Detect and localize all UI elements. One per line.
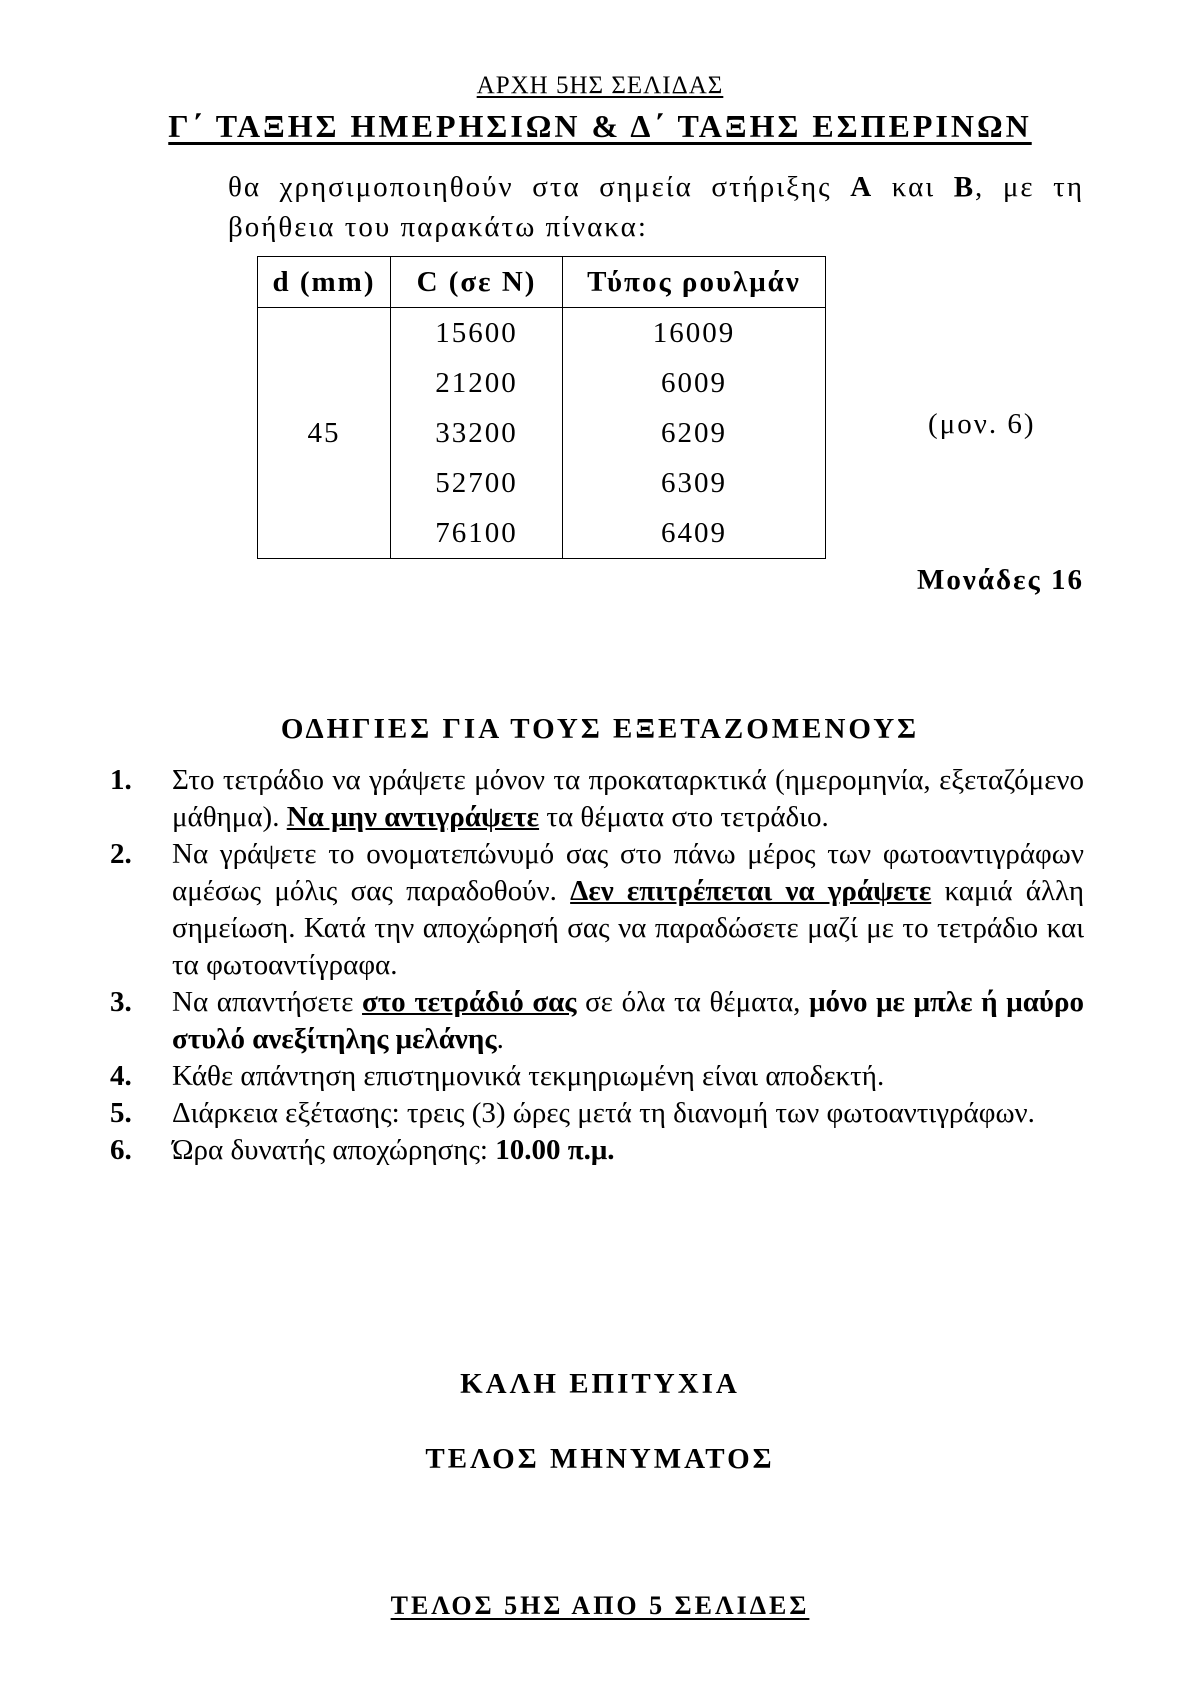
intro-paragraph [228,167,1084,247]
page-start-header: ΑΡΧΗ 5ΗΣ ΣΕΛΙΔΑΣ [476,72,724,99]
list-item [110,984,1084,1058]
instructions-list [110,762,1084,1169]
header-c: C (σε Ν) [391,257,563,308]
class-header: Γ΄ ΤΑΞΗΣ ΗΜΕΡΗΣΙΩΝ & Δ΄ ΤΑΞΗΣ ΕΣΠΕΡΙΝΩΝ [168,108,1032,144]
intro-text-3: , με τη βοήθεια του παρακάτω πίνακα: [228,171,1084,243]
cell-c: 76100 [391,508,563,559]
support-point-b: Β [953,171,976,203]
total-units: Μονάδες 16 [917,564,1084,596]
item-text: Να γράψετε το ονοματεπώνυμό σας στο πάνω μέρος των φωτοαντιγράφων αμέσως μόλις σας παραδοθούν. [172,838,1084,907]
item-number: 5. [110,1097,132,1129]
list-item [110,1058,1084,1095]
item-bold: μόνο με μπλε ή μαύρο στυλό ανεξίτηλης μελάνης [172,986,1084,1055]
intro-text-2: και [873,171,954,203]
item-number: 3. [110,986,132,1018]
cell-c: 21200 [391,358,563,408]
item-number: 1. [110,764,132,796]
cell-type: 6309 [563,458,826,508]
cell-c: 52700 [391,458,563,508]
cell-type: 16009 [563,308,826,359]
item-text: Να απαντήσετε [172,986,363,1018]
item-text: καμιά άλλη σημείωση. Κατά την αποχώρησή σας να παραδώσετε μαζί με το τετράδιο και τα φωτοαντίγραφα. [172,875,1084,981]
end-message: ΤΕΛΟΣ ΜΗΝΥΜΑΤΟΣ [425,1443,775,1475]
header-type: Τύπος ρουλμάν [563,257,826,308]
item-emphasis: Δεν επιτρέπεται να γράψετε [570,875,932,907]
good-luck: ΚΑΛΗ ΕΠΙΤΥΧΙΑ [460,1368,740,1400]
item-number: 2. [110,838,132,870]
list-item [110,836,1084,984]
cell-type: 6409 [563,508,826,559]
header-d: d (mm) [258,257,391,308]
cell-type: 6009 [563,358,826,408]
table-row [258,308,826,359]
list-item [110,1132,1084,1169]
item-text: Στο τετράδιο να γράψετε μόνον τα προκαταρκτικά (ημερομηνία, εξεταζόμενο μάθημα). [172,764,1084,833]
item-emphasis: Να μην αντιγράψετε [286,801,540,833]
item-emphasis: στο τετράδιό σας [362,986,577,1018]
cell-c: 15600 [391,308,563,359]
table-header-row [258,257,826,308]
item-text: τα θέματα στο τετράδιο. [539,801,829,833]
list-item [110,1095,1084,1132]
item-text: . [496,1023,504,1055]
item-text: σε όλα τα θέματα, [576,986,810,1018]
item-number: 4. [110,1060,132,1092]
cell-type: 6209 [563,408,826,458]
item-number: 6. [110,1134,132,1166]
support-point-a: Α [850,171,874,203]
instructions-title: ΟΔΗΓΙΕΣ ΓΙΑ ΤΟΥΣ ΕΞΕΤΑΖΟΜΕΝΟΥΣ [280,713,920,745]
intro-text-1: θα χρησιμοποιηθούν στα σημεία στήριξης [228,171,851,203]
item-text: Κάθε απάντηση επιστημονικά τεκμηριωμένη είναι αποδεκτή. [172,1060,885,1092]
list-item [110,762,1084,836]
item-text: Διάρκεια εξέτασης: τρεις (3) ώρες μετά τη διανομή των φωτοαντιγράφων. [172,1097,1035,1129]
item-bold: 10.00 π.μ. [495,1134,615,1166]
item-text: Ώρα δυνατής αποχώρησης: [172,1134,496,1166]
cell-c: 33200 [391,408,563,458]
cell-d: 45 [258,308,391,559]
points-note: (μον. 6) [928,408,1036,440]
page-end-footer: ΤΕΛΟΣ 5ΗΣ ΑΠΟ 5 ΣΕΛΙΔΕΣ [390,1591,810,1620]
bearing-table [257,256,826,559]
